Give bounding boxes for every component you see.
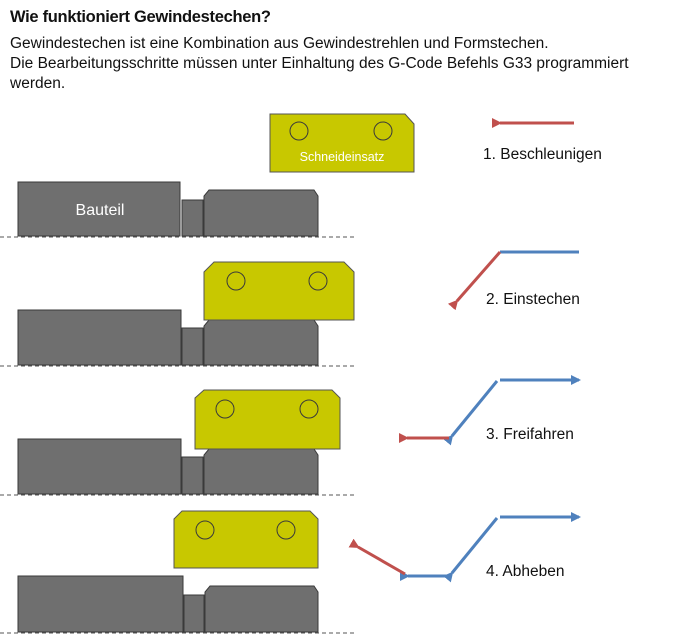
intro-line-1: Gewindestechen ist eine Kombination aus Gewindestrehlen und Formstechen. — [10, 35, 549, 52]
step-3-insert — [195, 390, 340, 449]
insert-label: Schneideinsatz — [299, 150, 385, 164]
step-2-group — [0, 252, 580, 366]
step-4-group — [0, 511, 579, 633]
step-2-insert — [204, 262, 354, 320]
step-4-label: 4. Abheben — [486, 563, 565, 580]
step-4-insert — [174, 511, 318, 568]
part-label: Bauteil — [75, 202, 125, 219]
step-1-label: 1. Beschleunigen — [483, 146, 602, 163]
step-4-workpiece — [18, 576, 318, 632]
step-3-group — [0, 380, 579, 495]
step-3-label: 3. Freifahren — [486, 426, 574, 443]
intro-line-2: Die Bearbeitungsschritte müssen unter Einhaltung des G-Code Befehls G33 programmiert — [10, 55, 629, 72]
intro-line-3: werden. — [10, 75, 66, 92]
step-1-workpiece — [18, 182, 318, 236]
step-2-label: 2. Einstechen — [486, 291, 580, 308]
page-heading: Wie funktioniert Gewindestechen? — [10, 8, 271, 26]
step-1-group — [0, 114, 602, 237]
step-1-insert — [270, 114, 414, 172]
